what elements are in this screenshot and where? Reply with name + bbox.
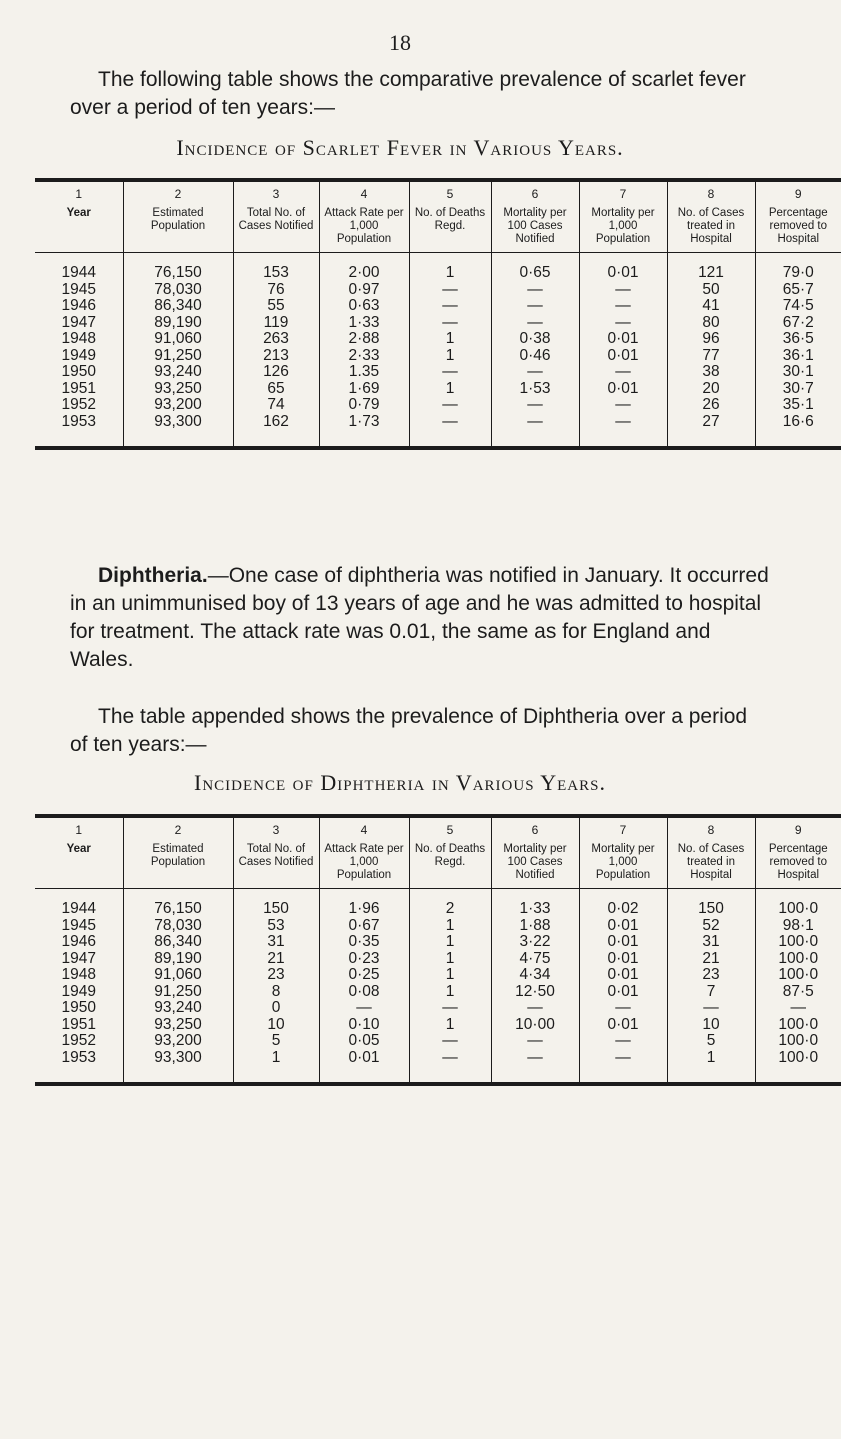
table-cell: — — [491, 414, 579, 449]
column-header-3 — [233, 180, 319, 253]
table-cell: — — [579, 1000, 667, 1017]
table-cell: 27 — [667, 414, 755, 449]
table-cell: 1 — [409, 331, 491, 348]
column-header-7 — [579, 180, 667, 253]
table-cell: 0·05 — [319, 1033, 409, 1050]
table-cell: 0·97 — [319, 282, 409, 299]
table-header-row — [35, 816, 841, 889]
column-number: 2 — [174, 823, 182, 837]
table-cell: 31 — [667, 934, 755, 951]
table-cell: 7 — [667, 984, 755, 1001]
table-cell: 1 — [409, 381, 491, 398]
table-cell: 213 — [233, 348, 319, 365]
table-cell: 0·79 — [319, 397, 409, 414]
table-cell: 31 — [233, 934, 319, 951]
table-cell: — — [491, 1033, 579, 1050]
table-cell: 30·1 — [755, 364, 841, 381]
column-number: 4 — [360, 187, 368, 201]
table-row — [35, 298, 841, 315]
table-cell: 77 — [667, 348, 755, 365]
table-cell: 89,190 — [123, 315, 233, 332]
column-header-1 — [35, 816, 123, 889]
column-number: 5 — [446, 187, 454, 201]
table-cell: 0·23 — [319, 951, 409, 968]
table-cell: 4·34 — [491, 967, 579, 984]
table-cell: 2·00 — [319, 253, 409, 282]
year-cell: 1946 — [61, 933, 96, 950]
table-cell: 65·7 — [755, 282, 841, 299]
diphtheria-heading: Incidence of Diphtheria in Various Years. — [194, 770, 606, 795]
table-cell: 1 — [409, 934, 491, 951]
table-cell: 0·01 — [579, 331, 667, 348]
table-cell: — — [409, 1033, 491, 1050]
table-cell: 74 — [233, 397, 319, 414]
table-cell: 162 — [233, 414, 319, 449]
column-number: 3 — [272, 187, 280, 201]
table-cell: 1·73 — [319, 414, 409, 449]
table-cell: 0·38 — [491, 331, 579, 348]
column-header-5 — [409, 816, 491, 889]
table-cell: 93,200 — [123, 1033, 233, 1050]
table-row — [35, 967, 841, 984]
page-number: 18 — [389, 30, 411, 55]
table-cell: 1 — [409, 951, 491, 968]
column-header-1 — [35, 180, 123, 253]
table-cell: 1·33 — [491, 889, 579, 918]
table-cell: 126 — [233, 364, 319, 381]
table-cell: 100·0 — [755, 889, 841, 918]
year-cell: 1950 — [61, 363, 96, 380]
table-cell: — — [491, 298, 579, 315]
table-cell: 0·01 — [579, 348, 667, 365]
table-cell: 93,240 — [123, 1000, 233, 1017]
table-cell: 0·01 — [579, 918, 667, 935]
column-number: 6 — [531, 823, 539, 837]
column-label: Mortality per 100 Cases Notified — [503, 207, 567, 245]
table-cell: — — [409, 315, 491, 332]
table-cell: 1·96 — [319, 889, 409, 918]
year-cell: 1945 — [61, 280, 96, 298]
table-row — [35, 1033, 841, 1050]
table-row — [35, 1000, 841, 1017]
year-cell: 1947 — [61, 313, 96, 331]
table-cell: 35·1 — [755, 397, 841, 414]
table-cell: 1·88 — [491, 918, 579, 935]
column-header-8 — [667, 816, 755, 889]
table-cell: 96 — [667, 331, 755, 348]
table-cell: 65 — [233, 381, 319, 398]
column-label: Mortality per 100 Cases Notified — [503, 843, 567, 881]
table-cell: 1 — [409, 1017, 491, 1034]
column-header-9 — [755, 180, 841, 253]
year-cell: 1947 — [61, 949, 96, 967]
table-cell: — — [409, 282, 491, 299]
table-cell: 0·01 — [579, 967, 667, 984]
table-cell: 53 — [233, 918, 319, 935]
year-cell: 1952 — [61, 1032, 96, 1049]
table-row — [35, 253, 841, 282]
column-label: Percentage removed to Hospital — [768, 843, 828, 881]
table-cell: 0·46 — [491, 348, 579, 365]
table-row — [35, 282, 841, 299]
table-cell: — — [579, 1050, 667, 1085]
table-cell: — — [579, 315, 667, 332]
table-cell: 87·5 — [755, 984, 841, 1001]
table-cell: 1 — [409, 918, 491, 935]
table-cell: 121 — [667, 253, 755, 282]
table-cell: 78,030 — [123, 282, 233, 299]
column-header-2 — [123, 816, 233, 889]
diphtheria-lead: Diphtheria. — [98, 564, 208, 587]
table-cell: 93,200 — [123, 397, 233, 414]
table-cell: 150 — [667, 889, 755, 918]
table-cell: — — [579, 1033, 667, 1050]
table-cell: 89,190 — [123, 951, 233, 968]
table-cell: 55 — [233, 298, 319, 315]
column-number: 5 — [446, 823, 454, 837]
table-cell: 0 — [233, 1000, 319, 1017]
table-cell: 153 — [233, 253, 319, 282]
table-cell: 12·50 — [491, 984, 579, 1001]
column-header-3 — [233, 816, 319, 889]
table-cell: 0·08 — [319, 984, 409, 1001]
table-cell: — — [409, 364, 491, 381]
table-cell: 76,150 — [123, 889, 233, 918]
scarlet-fever-table — [35, 178, 841, 450]
table-cell: 2·33 — [319, 348, 409, 365]
table-cell: — — [409, 1000, 491, 1017]
table-cell: 0·35 — [319, 934, 409, 951]
column-number: 6 — [531, 187, 539, 201]
column-header-5 — [409, 180, 491, 253]
table-cell: 0·67 — [319, 918, 409, 935]
table-cell: 2 — [409, 889, 491, 918]
table-row — [35, 1050, 841, 1085]
table-cell: 21 — [233, 951, 319, 968]
table-cell: 8 — [233, 984, 319, 1001]
column-number: 9 — [794, 187, 802, 201]
table-cell: 3·22 — [491, 934, 579, 951]
table-cell: 93,250 — [123, 1017, 233, 1034]
table-cell: 93,300 — [123, 1050, 233, 1085]
table-cell: 0·10 — [319, 1017, 409, 1034]
table-cell: 86,340 — [123, 934, 233, 951]
table-cell: 1 — [409, 984, 491, 1001]
column-number: 1 — [75, 187, 83, 201]
table-cell: 1·69 — [319, 381, 409, 398]
table-cell: 98·1 — [755, 918, 841, 935]
year-cell: 1950 — [61, 999, 96, 1016]
column-header-6 — [491, 180, 579, 253]
table-cell: 16·6 — [755, 414, 841, 449]
year-cell: 1948 — [61, 966, 96, 983]
table-cell: — — [491, 1000, 579, 1017]
scarlet-fever-heading: Incidence of Scarlet Fever in Various Years. — [176, 135, 624, 160]
table-cell: 67·2 — [755, 315, 841, 332]
table-cell: 1 — [409, 967, 491, 984]
year-cell: 1953 — [61, 412, 96, 430]
diphtheria-text: —One case of diphtheria was notified in January. It occurred in an unimmunised boy of 13 years of age and he was admitted to hospital for treatment. The attack rate was 0.01, the same as for England and Wales. — [70, 564, 769, 671]
diphtheria-table — [35, 814, 841, 1086]
table-row — [35, 397, 841, 414]
column-number: 4 — [360, 823, 368, 837]
table-cell: — — [319, 1000, 409, 1017]
table-cell: 91,060 — [123, 967, 233, 984]
column-label: Attack Rate per 1,000 Population — [324, 207, 404, 245]
table-cell: 0·01 — [579, 984, 667, 1001]
table-cell: 119 — [233, 315, 319, 332]
table-cell: 79·0 — [755, 253, 841, 282]
table-cell: 93,300 — [123, 414, 233, 449]
column-label: Estimated Population — [150, 843, 206, 868]
table-row — [35, 414, 841, 449]
year-cell: 1948 — [61, 330, 96, 347]
column-label: Year — [66, 207, 91, 219]
table-cell: 10·00 — [491, 1017, 579, 1034]
table-cell: — — [579, 282, 667, 299]
column-label: No. of Deaths Regd. — [414, 207, 486, 232]
table-cell: 78,030 — [123, 918, 233, 935]
table-cell: 0·01 — [579, 951, 667, 968]
column-number: 8 — [707, 823, 715, 837]
table-cell: — — [667, 1000, 755, 1017]
diphtheria-paragraph — [70, 562, 770, 674]
table-cell: 76,150 — [123, 253, 233, 282]
year-cell: 1949 — [61, 982, 96, 1000]
table-cell: 50 — [667, 282, 755, 299]
table-cell: 23 — [233, 967, 319, 984]
column-label: No. of Cases treated in Hospital — [677, 843, 745, 881]
table-cell: 36·1 — [755, 348, 841, 365]
table-cell: 36·5 — [755, 331, 841, 348]
column-label: Mortality per 1,000 Population — [591, 843, 655, 881]
table-cell: — — [491, 1050, 579, 1085]
table-cell: 91,060 — [123, 331, 233, 348]
year-cell: 1949 — [61, 346, 96, 364]
table-cell: 100·0 — [755, 951, 841, 968]
column-header-9 — [755, 816, 841, 889]
table-cell: 86,340 — [123, 298, 233, 315]
table-cell: 100·0 — [755, 967, 841, 984]
table-row — [35, 1017, 841, 1034]
column-label: Mortality per 1,000 Population — [591, 207, 655, 245]
year-cell: 1951 — [61, 1015, 96, 1033]
column-label: Total No. of Cases Notified — [238, 207, 314, 232]
table-cell: 0·25 — [319, 967, 409, 984]
column-label: Attack Rate per 1,000 Population — [324, 843, 404, 881]
table-cell: 1·53 — [491, 381, 579, 398]
table-cell: 52 — [667, 918, 755, 935]
table-row — [35, 331, 841, 348]
table-cell: — — [491, 397, 579, 414]
column-number: 7 — [619, 187, 627, 201]
table-row — [35, 364, 841, 381]
table-header-row — [35, 180, 841, 253]
table-cell: 0·02 — [579, 889, 667, 918]
table-cell: 0·63 — [319, 298, 409, 315]
table-cell: 100·0 — [755, 1050, 841, 1085]
table-row — [35, 951, 841, 968]
table-cell: 100·0 — [755, 1017, 841, 1034]
table-cell: — — [579, 364, 667, 381]
table-cell: — — [409, 414, 491, 449]
table-cell: 1 — [409, 348, 491, 365]
table-cell: 4·75 — [491, 951, 579, 968]
table-cell: — — [491, 364, 579, 381]
table-cell: — — [491, 282, 579, 299]
column-header-2 — [123, 180, 233, 253]
column-number: 7 — [619, 823, 627, 837]
table-cell: 100·0 — [755, 1033, 841, 1050]
table-row — [35, 918, 841, 935]
table-cell: 100·0 — [755, 934, 841, 951]
table-cell: 76 — [233, 282, 319, 299]
table-row — [35, 984, 841, 1001]
column-header-4 — [319, 816, 409, 889]
table-cell: — — [409, 397, 491, 414]
table-cell: 30·7 — [755, 381, 841, 398]
table-cell: 1·33 — [319, 315, 409, 332]
column-number: 2 — [174, 187, 182, 201]
table-cell: — — [579, 397, 667, 414]
table-row — [35, 381, 841, 398]
table-cell: 5 — [233, 1033, 319, 1050]
table-row — [35, 315, 841, 332]
column-header-6 — [491, 816, 579, 889]
column-label: Percentage removed to Hospital — [768, 207, 828, 245]
year-cell: 1952 — [61, 396, 96, 413]
column-number: 1 — [75, 823, 83, 837]
table-cell: 1 — [409, 253, 491, 282]
table-row — [35, 889, 841, 918]
table-cell: 80 — [667, 315, 755, 332]
table-cell: 10 — [667, 1017, 755, 1034]
year-cell: 1951 — [61, 379, 96, 397]
intro-paragraph: The following table shows the comparative prevalence of scarlet fever over a period of ten years:— — [70, 68, 746, 119]
diphtheria-intro: The table appended shows the prevalence of Diphtheria over a period of ten years:— — [70, 705, 748, 756]
table-cell: 91,250 — [123, 348, 233, 365]
table-cell: — — [491, 315, 579, 332]
table-cell: 1 — [667, 1050, 755, 1085]
table-cell: — — [409, 298, 491, 315]
table-cell: 1.35 — [319, 364, 409, 381]
year-cell: 1944 — [61, 264, 96, 281]
year-cell: 1944 — [61, 900, 96, 917]
column-label: Estimated Population — [150, 207, 206, 232]
table-cell: — — [579, 298, 667, 315]
year-cell: 1946 — [61, 297, 96, 314]
table-cell: 21 — [667, 951, 755, 968]
table-cell: — — [409, 1050, 491, 1085]
table-cell: 0·01 — [579, 1017, 667, 1034]
table-cell: 263 — [233, 331, 319, 348]
table-row — [35, 934, 841, 951]
year-cell: 1953 — [61, 1048, 96, 1066]
column-label: Total No. of Cases Notified — [238, 843, 314, 868]
column-header-8 — [667, 180, 755, 253]
table-cell: 0·01 — [319, 1050, 409, 1085]
column-header-7 — [579, 816, 667, 889]
table-cell: 93,250 — [123, 381, 233, 398]
year-cell: 1945 — [61, 916, 96, 934]
table-cell: 0·01 — [579, 381, 667, 398]
column-label: No. of Cases treated in Hospital — [677, 207, 745, 245]
table-row — [35, 348, 841, 365]
column-header-4 — [319, 180, 409, 253]
table-cell: 93,240 — [123, 364, 233, 381]
table-cell: 0·01 — [579, 253, 667, 282]
column-label: Year — [66, 843, 91, 855]
table-cell: 26 — [667, 397, 755, 414]
table-cell: 91,250 — [123, 984, 233, 1001]
column-number: 8 — [707, 187, 715, 201]
table-cell: — — [579, 414, 667, 449]
table-cell: 150 — [233, 889, 319, 918]
column-label: No. of Deaths Regd. — [414, 843, 486, 868]
table-cell: 10 — [233, 1017, 319, 1034]
table-cell: 23 — [667, 967, 755, 984]
table-cell: 20 — [667, 381, 755, 398]
column-number: 3 — [272, 823, 280, 837]
table-cell: 74·5 — [755, 298, 841, 315]
table-cell: 0·65 — [491, 253, 579, 282]
column-number: 9 — [794, 823, 802, 837]
table-cell: 0·01 — [579, 934, 667, 951]
table-cell: 38 — [667, 364, 755, 381]
table-cell: 2·88 — [319, 331, 409, 348]
table-cell: 41 — [667, 298, 755, 315]
table-cell: 5 — [667, 1033, 755, 1050]
table-cell: 1 — [233, 1050, 319, 1085]
table-cell: — — [755, 1000, 841, 1017]
